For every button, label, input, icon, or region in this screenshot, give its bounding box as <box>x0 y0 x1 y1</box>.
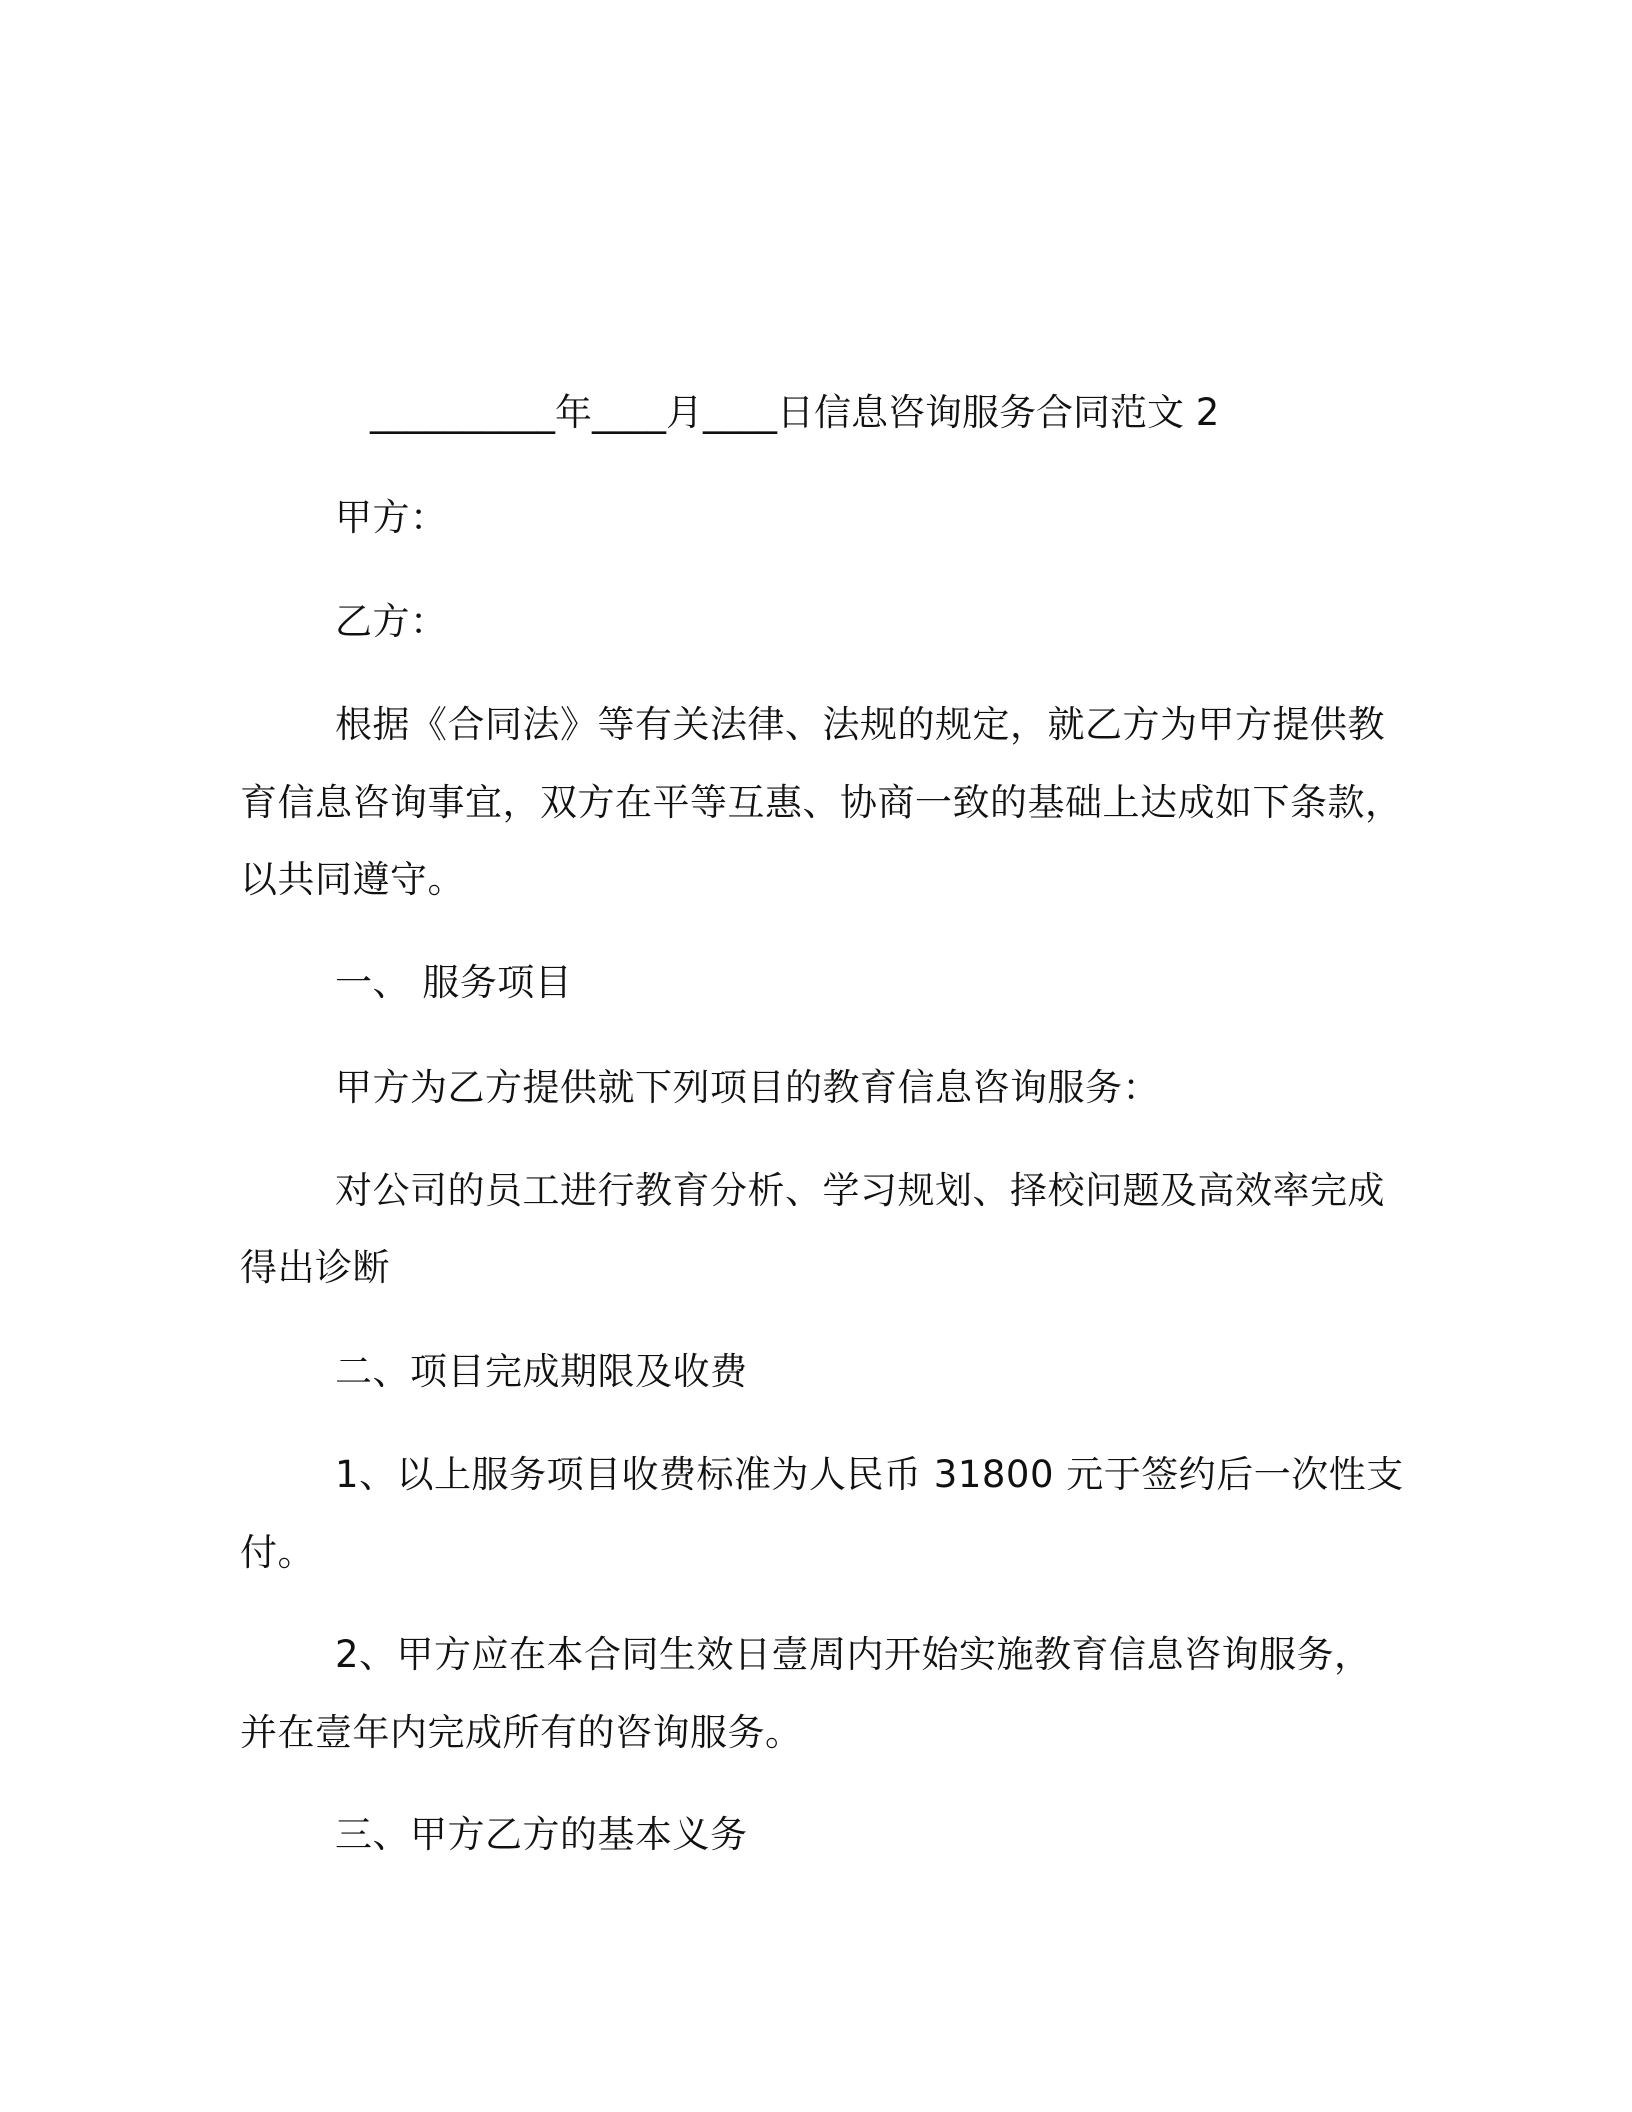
intro-line-2: 育信息咨询事宜，双方在平等互惠、协商一致的基础上达成如下条款， <box>240 781 1403 824</box>
section-2-item-2-line-2: 并在壹年内完成所有的咨询服务。 <box>240 1711 803 1754</box>
section-2-item-1-line-2: 付。 <box>240 1531 315 1574</box>
section-2-item-1-line-1: 1、以上服务项目收费标准为人民币 31800 元于签约后一次性支 <box>335 1453 1404 1496</box>
section-1-para-1: 甲方为乙方提供就下列项目的教育信息咨询服务： <box>335 1066 1160 1109</box>
section-2-item-2-line-1: 2、甲方应在本合同生效日壹周内开始实施教育信息咨询服务， <box>335 1633 1372 1676</box>
intro-line-3: 以共同遵守。 <box>240 858 465 901</box>
party-b-label: 乙方： <box>335 600 448 643</box>
document-title: __________年____月____日信息咨询服务合同范文 2 <box>370 391 1220 434</box>
section-1-para-2-line-1: 对公司的员工进行教育分析、学习规划、择校问题及高效率完成 <box>335 1169 1385 1212</box>
intro-line-1: 根据《合同法》等有关法律、法规的规定，就乙方为甲方提供教 <box>335 703 1385 746</box>
section-2-heading: 二、项目完成期限及收费 <box>335 1350 748 1393</box>
party-a-label: 甲方： <box>335 496 448 539</box>
section-3-heading: 三、甲方乙方的基本义务 <box>335 1813 748 1856</box>
section-1-para-2-line-2: 得出诊断 <box>240 1246 390 1289</box>
section-1-heading: 一、 服务项目 <box>335 961 573 1004</box>
